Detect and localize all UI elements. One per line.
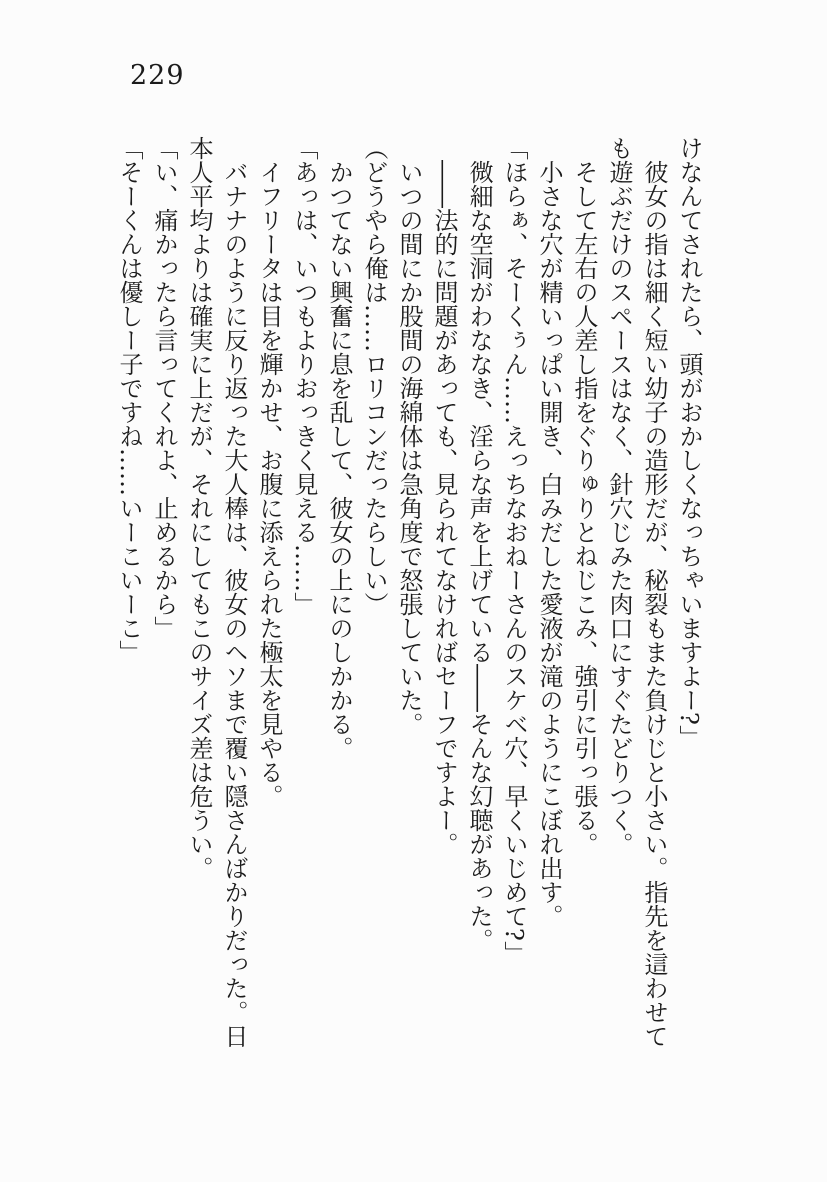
text-line: 「ほらぁ、そーくぅん……えっちなおねーさんのスケベ穴、早くいじめて?」 <box>500 136 528 965</box>
text-line: 「あっは、いつもよりおっきく見える……」 <box>290 136 318 616</box>
text-line: 小さな穴が精いっぱい開き、白みだした愛液が滝のようにこぼれ出す。 <box>535 160 563 928</box>
text-line: 「い、痛かったら言ってくれよ、止めるから」 <box>150 136 178 640</box>
text-line: 彼女の指は細く短い幼子の造形だが、秘裂もまた負けじと小さい。指先を這わせて <box>640 160 668 1048</box>
text-line: そして左右の人差し指をぐりゅりとねじこみ、強引に引っ張る。 <box>570 160 598 856</box>
text-block <box>106 136 706 1058</box>
text-line: イフリータは目を輝かせ、お腹に添えられた極太を見やる。 <box>255 160 283 808</box>
text-line: 微細な空洞がわななき、淫らな声を上げている――そんな幻聴があった。 <box>465 160 493 952</box>
text-line: けなんてされたら、頭がおかしくなっちゃいますよー?」 <box>675 136 703 749</box>
text-line: バナナのように反り返った大人棒は、彼女のヘソまで覆い隠さんばかりだった。日 <box>220 160 248 1048</box>
text-line: ――法的に問題があっても、見られてなければセーフですよー。 <box>430 160 458 856</box>
page-number: 229 <box>130 60 185 91</box>
text-line: （どうやら俺は……ロリコンだったらしい） <box>360 136 388 616</box>
text-line: かつてない興奮に息を乱して、彼女の上にのしかかる。 <box>325 160 353 760</box>
text-line: 本人平均よりは確実に上だが、それにしてもこのサイズ差は危うい。 <box>185 136 213 880</box>
text-line: 「そーくんは優しー子ですね……いーこいーこ」 <box>115 136 143 664</box>
text-line: いつの間にか股間の海綿体は急角度で怒張していた。 <box>395 160 423 736</box>
text-line: も遊ぶだけのスペースはなく、針穴じみた肉口にすぐたどりつく。 <box>605 136 633 856</box>
